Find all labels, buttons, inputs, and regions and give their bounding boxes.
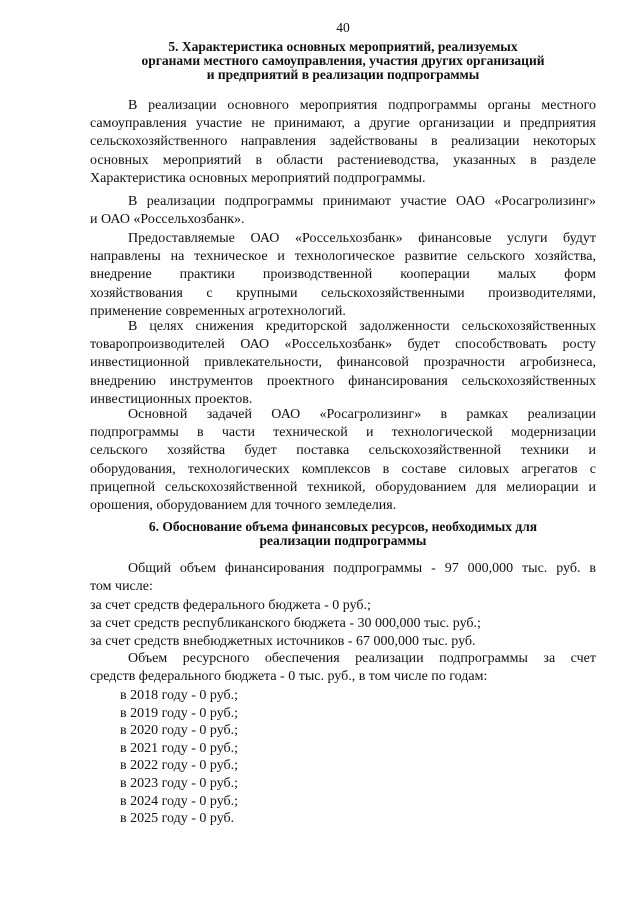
text-line: внедрению инструментов проектного финансирования сельскохозяйственных xyxy=(90,373,596,389)
text-line: товаропроизводителей ОАО «Россельхозбанк» будет способствовать росту xyxy=(90,337,596,353)
list-item: в 2024 году - 0 руб.; xyxy=(120,793,239,809)
text-line: том числе: xyxy=(90,579,153,595)
list-item: в 2019 году - 0 руб.; xyxy=(120,705,239,721)
heading-line: 6. Обоснование объема финансовых ресурсов, необходимых для xyxy=(148,519,538,534)
text-line: оборудования, технологических комплексов в составе силовых агрегатов с xyxy=(90,461,596,477)
text-line: подпрограммы в части технической и технологической модернизации xyxy=(90,425,596,441)
page-number: 40 xyxy=(336,20,350,35)
text-line: сельского хозяйства будет поставка сельскохозяйственной техники и xyxy=(90,443,596,459)
text-line: В реализации подпрограммы принимают участие ОАО «Росагролизинг» xyxy=(128,194,596,209)
text-line: применение современных агротехнологий. xyxy=(90,303,346,319)
paragraph-participation xyxy=(90,97,596,188)
paragraph-resource-provision xyxy=(90,650,596,686)
heading-line: и предприятий в реализации подпрограммы xyxy=(206,67,480,82)
text-line: Общий объем финансирования подпрограммы - 97 000,000 тыс. руб. в xyxy=(128,561,596,576)
section-6-heading xyxy=(90,520,596,548)
text-line: внедрение практики производственной кооперации малых форм xyxy=(90,267,596,283)
document-page xyxy=(90,0,596,905)
text-line: направлены на техническое и технологическое развитие сельского хозяйства, xyxy=(90,249,596,265)
text-line: средств федерального бюджета - 0 тыс. руб., в том числе по годам: xyxy=(90,669,488,685)
funding-republican: за счет средств республиканского бюджета - 30 000,000 тыс. руб.; xyxy=(90,616,481,631)
heading-line: органами местного самоуправления, участия других организаций xyxy=(141,53,545,68)
text-line: инвестиционных проектов. xyxy=(90,391,253,407)
text-line: инвестиционной привлекательности, финансовой прозрачности агробизнеса, xyxy=(90,355,596,371)
list-item: в 2022 году - 0 руб.; xyxy=(120,758,239,774)
paragraph-rosagroleasing xyxy=(90,406,596,515)
paragraph-debt-reduction xyxy=(90,318,596,409)
section-5-heading xyxy=(90,40,596,82)
funding-extrabudget: за счет средств внебюджетных источников - 67 000,000 тыс. руб. xyxy=(90,634,476,649)
text-line: Характеристика основных мероприятий подпрограммы. xyxy=(90,170,426,186)
text-line: Основной задачей ОАО «Росагролизинг» в рамках реализации xyxy=(128,407,596,422)
text-line: Объем ресурсного обеспечения реализации подпрограммы за счет xyxy=(128,651,596,666)
text-line: основных мероприятий в области растениеводства, указанных в разделе xyxy=(90,152,596,168)
list-item: в 2018 году - 0 руб.; xyxy=(120,688,239,703)
text-line: прицепной сельскохозяйственной техникой, оборудованием для мелиорации и xyxy=(90,479,596,495)
heading-line: 5. Характеристика основных мероприятий, реализуемых xyxy=(168,39,518,54)
text-line: В реализации основного мероприятия подпрограммы органы местного xyxy=(128,98,596,113)
paragraph-partners xyxy=(90,193,596,229)
text-line: Предоставляемые ОАО «Россельхозбанк» финансовые услуги будут xyxy=(128,231,596,246)
funding-by-year-list xyxy=(120,687,238,828)
list-item: в 2025 году - 0 руб. xyxy=(120,811,235,827)
text-line: В целях снижения кредиторской задолженности сельскохозяйственных xyxy=(128,319,596,334)
paragraph-rosselkhozbank-services xyxy=(90,230,596,321)
list-item: в 2020 году - 0 руб.; xyxy=(120,723,239,739)
text-line: и ОАО «Россельхозбанк». xyxy=(90,212,245,228)
list-item: в 2021 году - 0 руб.; xyxy=(120,740,239,756)
list-item: в 2023 году - 0 руб.; xyxy=(120,775,239,791)
text-line: орошения, оборудованием для точного земледелия. xyxy=(90,498,397,514)
text-line: хозяйствования с крупными сельскохозяйственными производителями, xyxy=(90,285,596,301)
funding-federal: за счет средств федерального бюджета - 0 руб.; xyxy=(90,598,371,613)
paragraph-total-funding xyxy=(90,560,596,596)
text-line: самоуправления участие не принимают, а другие организации и предприятия xyxy=(90,116,596,132)
heading-line: реализации подпрограммы xyxy=(259,533,427,548)
text-line: сельскохозяйственного направления задействованы в реализации некоторых xyxy=(90,134,596,150)
